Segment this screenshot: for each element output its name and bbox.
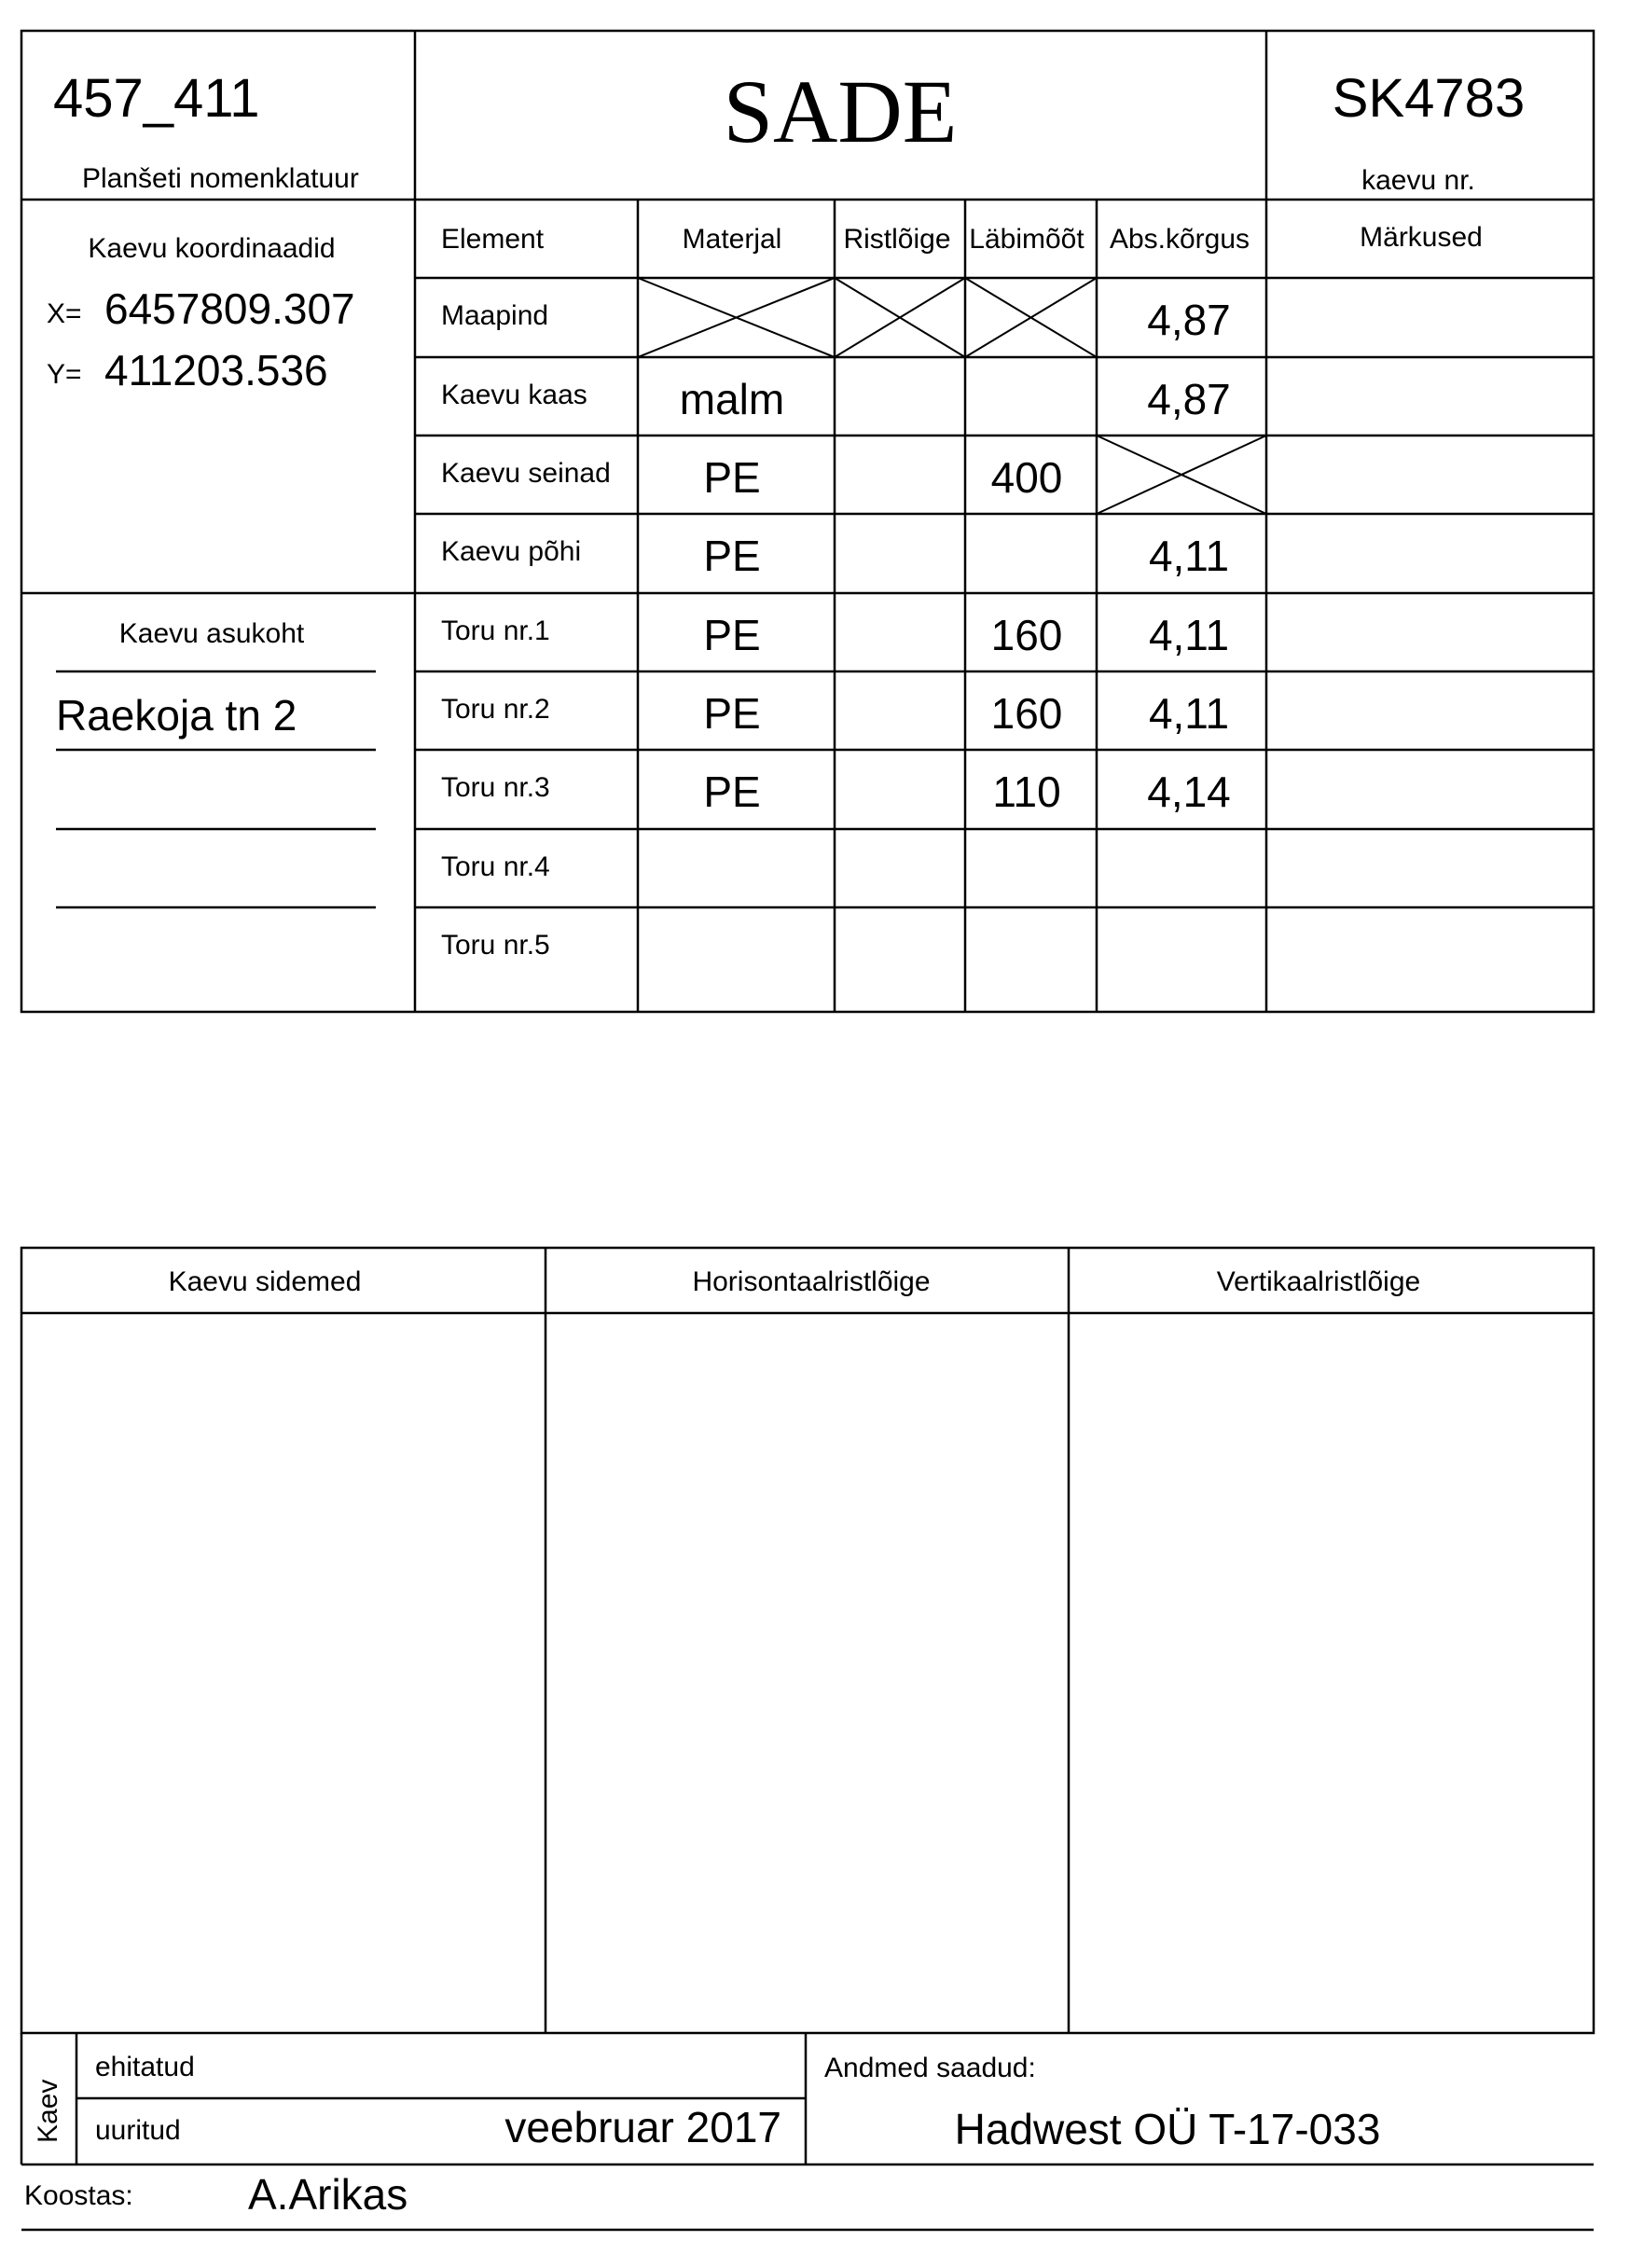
header-diameter: Läbimõõt xyxy=(969,224,1084,255)
row-diameter-value: 160 xyxy=(990,611,1063,659)
header-abs-height: Abs.kõrgus xyxy=(1109,224,1250,255)
row-material-value: malm xyxy=(679,375,785,423)
row-material-value: PE xyxy=(703,689,761,738)
row-element-label: Maapind xyxy=(441,300,549,331)
section-vertical: Vertikaalristlõige xyxy=(1216,1266,1421,1297)
row-element-label: Toru nr.3 xyxy=(441,772,550,803)
sheet-label: Planšeti nomenklatuur xyxy=(82,163,359,194)
row-element-label: Toru nr.1 xyxy=(441,615,550,646)
coordinates-label: Kaevu koordinaadid xyxy=(88,233,336,264)
row-height-value: 4,87 xyxy=(1147,375,1231,423)
source-value: Hadwest OÜ T-17-033 xyxy=(954,2105,1381,2153)
location-label: Kaevu asukoht xyxy=(118,618,305,649)
side-label: Kaev xyxy=(33,2079,63,2143)
y-label: Y= xyxy=(47,359,82,390)
row-material-value: PE xyxy=(703,453,761,502)
built-label: ehitatud xyxy=(95,2052,195,2082)
row-element-label: Kaevu seinad xyxy=(441,458,611,489)
row-diameter-value: 160 xyxy=(990,689,1063,738)
surveyed-value: veebruar 2017 xyxy=(504,2103,781,2151)
row-element-label: Kaevu kaas xyxy=(441,380,587,410)
author-label: Koostas: xyxy=(24,2180,133,2211)
well-label: kaevu nr. xyxy=(1361,165,1475,196)
row-diameter-value: 400 xyxy=(990,453,1063,502)
y-coordinate: 411203.536 xyxy=(104,346,328,394)
row-height-value: 4,14 xyxy=(1147,768,1231,816)
row-material-value: PE xyxy=(703,611,761,659)
header-material: Materjal xyxy=(682,224,782,255)
location-line-1: Raekoja tn 2 xyxy=(56,691,297,740)
well-code: SK4783 xyxy=(1332,68,1526,129)
row-element-label: Toru nr.2 xyxy=(441,694,550,725)
row-element-label: Toru nr.4 xyxy=(441,851,550,882)
surveyed-label: uuritud xyxy=(95,2115,181,2146)
header-cross-section: Ristlõige xyxy=(843,224,951,255)
row-diameter-value: 110 xyxy=(992,768,1061,816)
row-height-value: 4,11 xyxy=(1148,689,1230,738)
row-element-label: Kaevu põhi xyxy=(441,536,582,567)
page-title: SADE xyxy=(723,62,958,161)
sheet-code: 457_411 xyxy=(53,68,260,129)
x-coordinate: 6457809.307 xyxy=(104,284,355,333)
author-value: A.Arikas xyxy=(248,2170,408,2219)
row-element-label: Toru nr.5 xyxy=(441,930,550,961)
header-notes: Märkused xyxy=(1360,222,1483,253)
x-label: X= xyxy=(47,298,82,329)
row-height-value: 4,11 xyxy=(1148,532,1230,580)
section-connections: Kaevu sidemed xyxy=(168,1266,362,1297)
row-material-value: PE xyxy=(703,768,761,816)
row-material-value: PE xyxy=(703,532,761,580)
row-height-value: 4,11 xyxy=(1148,611,1230,659)
source-label: Andmed saadud: xyxy=(824,2053,1036,2083)
row-height-value: 4,87 xyxy=(1147,296,1231,344)
section-horizontal: Horisontaalristlõige xyxy=(692,1266,931,1297)
header-element: Element xyxy=(441,224,545,255)
